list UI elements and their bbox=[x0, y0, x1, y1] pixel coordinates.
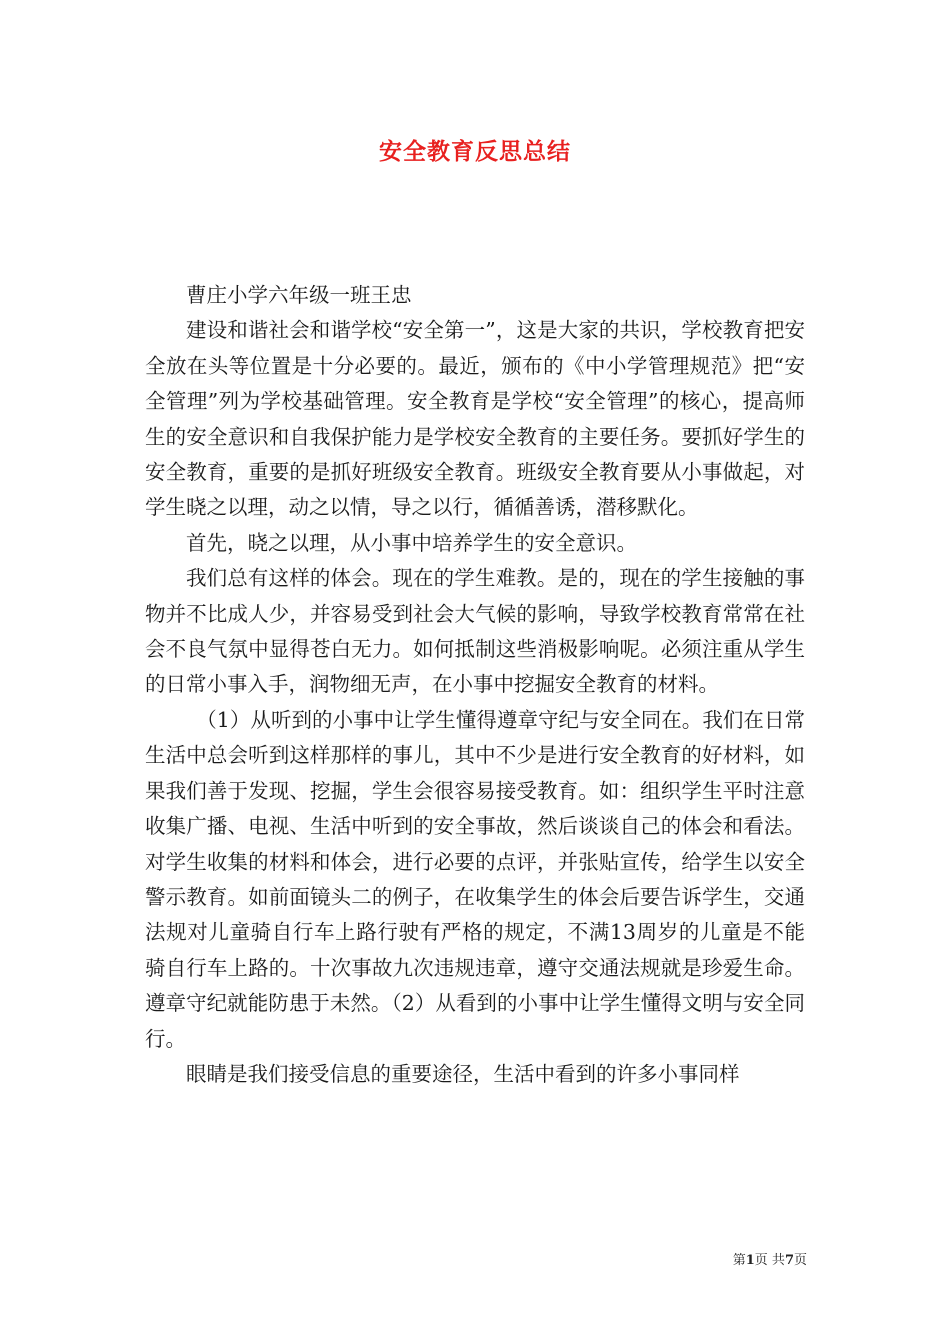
paragraph: 首先，晓之以理，从小事中培养学生的安全意识。 bbox=[186, 530, 637, 555]
paragraph: （1）从听到的小事中让学生懂得遵章守纪与安全同在。我们在日常生活中总会听到这样那样的事儿，其中不少是进行安全教育的好材料，如果我们善于发现、挖掘，学生会很容易接受教育。如：组织学生平时注意收集广播、电视、生活中听到的安全事故，然后谈谈自己的体会和看法。对学生收集的材料和体会，进行必要的点评，并张贴宣传，给学生以安全警示教育。如前面镜头二的例子，在收集学生的体会后要告诉学生，交通法规对儿童骑自行车上路行驶有严格的规定，不满13周岁的儿童是不能骑自行车上路的。十次事故九次违规违章，遵守交通法规就是珍爱生命。遵章守纪就能防患于未然。（2）从看到的小事中让学生懂得文明与安全同行。 bbox=[145, 707, 805, 1051]
paragraph: 我们总有这样的体会。现在的学生难教。是的，现在的学生接触的事物并不比成人少，并容易受到社会大气候的影响，导致学校教育常常在社会不良气氛中显得苍白无力。如何抵制这些消极影响呢。必须注重从学生的日常小事入手，润物细无声，在小事中挖掘安全教育的材料。 bbox=[145, 566, 805, 697]
footer-middle: 页 共 bbox=[754, 1253, 785, 1268]
document-body bbox=[145, 278, 805, 1092]
author-line: 曹庄小学六年级一班王忠 bbox=[186, 283, 412, 307]
paragraph: 建设和谐社会和谐学校“安全第一”，这是大家的共识，学校教育把安全放在头等位置是十分必要的。最近，颁布的《中小学管理规范》把“安全管理”列为学校基础管理。安全教育是学校“安全管理”的核心，提高师生的安全意识和自我保护能力是学校安全教育的主要任务。要抓好学生的安全教育，重要的是抓好班级安全教育。班级安全教育要从小事做起，对学生晓之以理，动之以情，导之以行，循循善诱，潜移默化。 bbox=[145, 318, 805, 520]
page-number-footer bbox=[733, 1249, 807, 1268]
document-title: 安全教育反思总结 bbox=[379, 139, 571, 165]
current-page-number: 1 bbox=[745, 1253, 755, 1268]
paragraph: 眼睛是我们接受信息的重要途径，生活中看到的许多小事同样 bbox=[186, 1061, 740, 1086]
total-pages-number: 7 bbox=[784, 1253, 794, 1268]
footer-prefix: 第 bbox=[732, 1253, 746, 1268]
footer-suffix: 页 bbox=[793, 1253, 807, 1268]
